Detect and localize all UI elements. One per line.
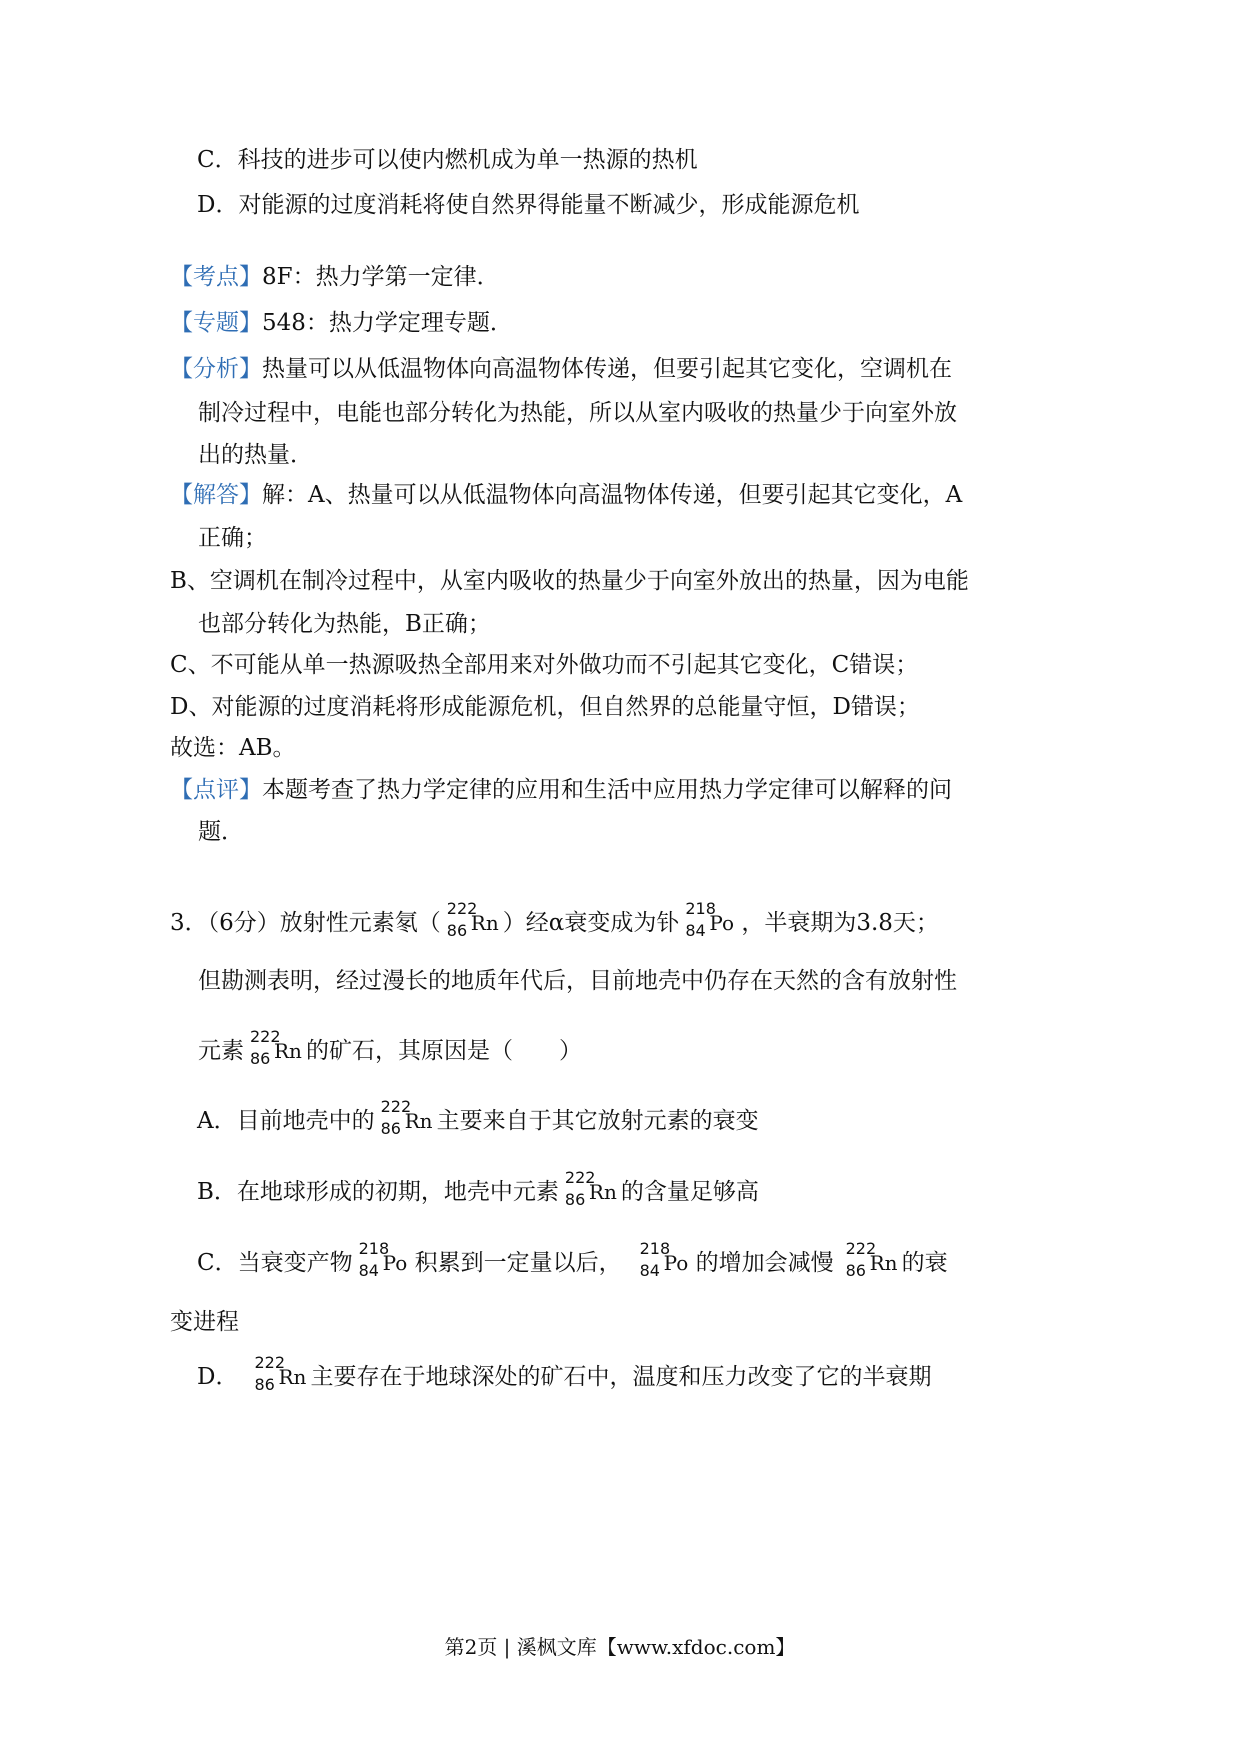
q3-option-a: [197, 1098, 759, 1142]
kaodian-line: [170, 262, 500, 292]
q3-stem-part-2: ）经α衰变成为钋: [502, 910, 680, 936]
nuclide-atomic-number: 86: [380, 1119, 401, 1138]
dianping-line-1: [170, 775, 952, 805]
nuclide-mass-number: 222: [254, 1353, 285, 1372]
option-c-part-1: C．当衰变产物: [197, 1250, 353, 1276]
dianping-line-2: 题．: [198, 819, 244, 845]
rn-222-nuclide: [443, 900, 501, 944]
nuclide-mass-number: 222: [250, 1027, 281, 1046]
nuclide-atomic-number: 86: [254, 1375, 275, 1394]
nuclide-mass-number: 222: [845, 1239, 877, 1258]
nuclide-mass-number: 222: [564, 1168, 596, 1187]
zhuanti-text: 548：热力学定理专题．: [262, 310, 513, 336]
q3-option-c: [197, 1240, 948, 1284]
option-b-part-2: 的含量足够高: [620, 1179, 759, 1205]
rn-222-nuclide: [561, 1169, 619, 1213]
nuclide-symbol: Po: [709, 911, 735, 935]
option-d-part-2: 主要存在于地球深处的矿石中，温度和压力改变了它的半衰期: [310, 1364, 932, 1390]
q3-line-2: 但勘测表明，经过漫长的地质年代后，目前地壳中仍存在天然的含有放射性: [198, 968, 957, 994]
nuclide-symbol: Rn: [404, 1109, 433, 1133]
fenxi-line-2: 制冷过程中，电能也部分转化为热能，所以从室内吸收的热量少于向室外放: [198, 400, 957, 426]
rn-222-nuclide: [246, 1028, 304, 1072]
guxuan-line: 故选：AB。: [170, 735, 296, 761]
q3-line3-part-2: 的矿石，其原因是（ ）: [306, 1038, 582, 1064]
fenxi-tag: 【分析】: [170, 356, 262, 382]
nuclide-mass-number: 218: [639, 1239, 671, 1258]
rn-222-nuclide: [377, 1098, 435, 1142]
nuclide-mass-number: 222: [446, 899, 478, 918]
nuclide-atomic-number: 84: [685, 921, 706, 940]
nuclide-symbol: Rn: [470, 911, 499, 935]
option-d-part-1: D．: [197, 1364, 239, 1390]
jieda-line-2: 正确；: [198, 525, 267, 551]
jieda-b-line-2: 也部分转化为热能，B正确；: [198, 611, 491, 637]
option-b-part-1: B．在地球形成的初期，地壳中元素: [197, 1179, 559, 1205]
option-c-part-3: 的增加会减慢: [695, 1250, 834, 1276]
nuclide-mass-number: 222: [380, 1097, 412, 1116]
zhuanti-tag: 【专题】: [170, 310, 262, 336]
jieda-line-1: [170, 480, 962, 510]
nuclide-symbol: Rn: [588, 1180, 617, 1204]
nuclide-symbol: Rn: [278, 1365, 307, 1389]
page-footer: 第2页 | 溪枫文库【www.xfdoc.com】: [444, 1635, 796, 1659]
q3-line-3: [198, 1028, 582, 1072]
option-c-part-4: 的衰: [901, 1250, 948, 1276]
nuclide-symbol: Rn: [869, 1251, 898, 1275]
option-d-prev: D．对能源的过度消耗将使自然界得能量不断减少，形成能源危机: [197, 192, 860, 218]
fenxi-line-3: 出的热量．: [198, 442, 313, 468]
po-218-nuclide: [681, 900, 739, 944]
nuclide-atomic-number: 86: [845, 1261, 866, 1280]
q3-option-b: [197, 1169, 759, 1213]
nuclide-atomic-number: 86: [446, 921, 468, 940]
option-a-part-1: A．目前地壳中的: [197, 1108, 375, 1134]
option-c-prev: C．科技的进步可以使内燃机成为单一热源的热机: [197, 147, 698, 173]
q3-stem-part-3: ，半衰期为3.8天；: [741, 910, 939, 936]
kaodian-tag: 【考点】: [170, 264, 262, 290]
jieda-d-line: D、对能源的过度消耗将形成能源危机，但自然界的总能量守恒，D错误；: [170, 694, 920, 720]
rn-222-nuclide: [842, 1240, 900, 1284]
q3-option-c-continued: 变进程: [170, 1309, 239, 1335]
nuclide-atomic-number: 86: [250, 1049, 271, 1068]
jieda-tag: 【解答】: [170, 482, 262, 508]
po-218-nuclide: [355, 1240, 413, 1284]
nuclide-symbol: Rn: [274, 1039, 302, 1063]
zhuanti-line: [170, 308, 513, 338]
fenxi-line-1: [170, 354, 952, 384]
rn-222-nuclide: [250, 1354, 308, 1398]
dianping-text-1: 本题考查了热力学定律的应用和生活中应用热力学定律可以解释的问: [262, 777, 952, 803]
nuclide-mass-number: 218: [685, 899, 716, 918]
option-c-part-2: 积累到一定量以后，: [414, 1250, 622, 1276]
nuclide-symbol: Po: [382, 1251, 408, 1275]
jieda-b-line-1: B、空调机在制冷过程中，从室内吸收的热量少于向室外放出的热量，因为电能: [170, 568, 969, 594]
nuclide-atomic-number: 84: [639, 1261, 660, 1280]
q3-line-1: [170, 900, 939, 944]
jieda-text-1: 解：A、热量可以从低温物体向高温物体传递，但要引起其它变化，A: [262, 482, 963, 508]
dianping-tag: 【点评】: [170, 777, 262, 803]
q3-stem-part-1: 3．（6分）放射性元素氡（: [170, 910, 441, 936]
nuclide-atomic-number: 86: [564, 1190, 586, 1209]
kaodian-text: 8F：热力学第一定律．: [262, 264, 500, 290]
option-a-part-2: 主要来自于其它放射元素的衰变: [436, 1108, 759, 1134]
fenxi-text-1: 热量可以从低温物体向高温物体传递，但要引起其它变化，空调机在: [262, 356, 952, 382]
nuclide-atomic-number: 84: [358, 1261, 379, 1280]
nuclide-symbol: Po: [663, 1251, 689, 1275]
jieda-c-line: C、不可能从单一热源吸热全部用来对外做功而不引起其它变化，C错误；: [170, 652, 919, 678]
q3-option-d: [197, 1354, 931, 1398]
po-218-nuclide: [636, 1240, 694, 1284]
q3-line3-part-1: 元素: [198, 1038, 244, 1064]
nuclide-mass-number: 218: [358, 1239, 390, 1258]
